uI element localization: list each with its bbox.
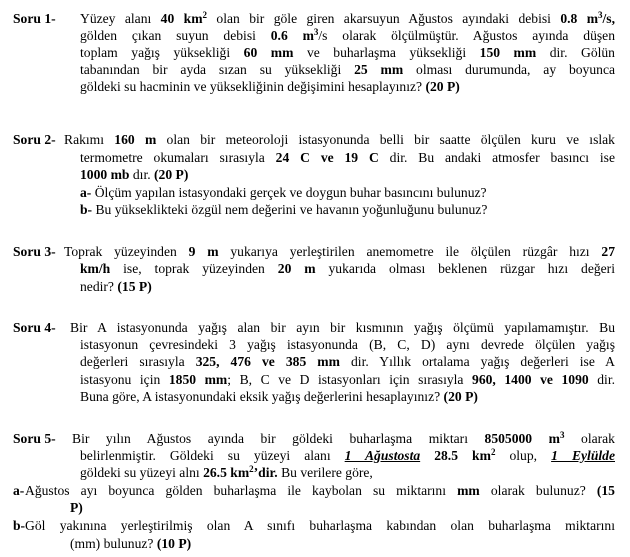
- question-1-line-4: tabanından bir ayda sızan su yüksekliği 25 mm olması durumunda, ay boyunca: [80, 62, 616, 77]
- question-1-line-2: gölden çıkan suyun debisi 0.6 $m^3/s$ olarak ölçülmüştür. Ağustos ayında düşen: [80, 27, 615, 43]
- question-1-line-3: toplam yağış yüksekliği 60 mm ve buharlaşma yüksekliği 150 mm dir. Gölün: [80, 45, 615, 60]
- question-4-line-2: istasyonun çevresindeki 3 yağış istasyonunda (B, C, D) aynı devrede ölçülen yağış: [80, 337, 615, 352]
- question-2-line-1: Rakımı 160 m olan bir meteoroloji istasyonunda belli bir saatte ölçülen kuru ve ıslak: [64, 132, 615, 147]
- question-5-label: Soru 5-: [13, 431, 56, 446]
- question-2-item-a: a- Ölçüm yapılan istasyondaki gerçek ve doygun buhar basıncını bulunuz?: [80, 185, 487, 200]
- question-5-item-b-line-1: Göl yakınına yerleştirilmiş olan A sınıfı buharlaşma kabından olan buharlaşma miktarını: [25, 518, 615, 533]
- question-5-item-a-line-2: P): [70, 500, 83, 515]
- question-5-item-b-label: b-: [13, 518, 26, 533]
- question-2-label: Soru 2-: [13, 132, 56, 147]
- question-5-line-2: belirlenmiştir. Göldeki su yüzeyi alanı 1 Ağustosta 28.5 $km^2$ olup, 1 Eylülde: [80, 447, 615, 463]
- question-5-line-3: göldeki su yüzeyi alnı 26.5 $km^2’dir$. Bu verilere göre,: [80, 464, 373, 480]
- question-5-item-a-line-1: Ağustos ayı boyunca gölden buharlaşma ile kaybolan su miktarını mm olarak bulunuz? (15: [25, 483, 615, 498]
- question-5-item-a-label: a-: [13, 483, 25, 498]
- question-4-line-4: istasyonu için 1850 mm; B, C ve D istasyonları için sırasıyla 960, 1400 ve 1090 dir.: [80, 372, 615, 387]
- question-5-line-1: Bir yılın Ağustos ayında bir göldeki buharlaşma miktarı 8505000 $m^3$ olarak: [72, 430, 615, 446]
- question-3-line-1: Toprak yüzeyinden 9 m yukarıya yerleştirilen anemometre ile ölçülen rüzgâr hızı 27: [64, 244, 615, 259]
- question-2-item-b: b- Bu yükseklikteki özgül nem değerini ve havanın yoğunluğunu bulunuz?: [80, 202, 488, 217]
- question-1-line-1: Yüzey alanı 40 $km^2$ olan bir göle giren akarsuyun Ağustos ayındaki debisi 0.8 $m^3/s$,: [80, 10, 615, 26]
- question-4-line-3: değerleri sırasıyla 325, 476 ve 385 mm dir. Yıllık ortalama yağış değerleri ise A: [80, 354, 615, 369]
- question-5-item-b-line-2: (mm) bulunuz? (10 P): [70, 536, 192, 551]
- question-2-line-3: 1000 mb dır. (20 P): [80, 167, 189, 182]
- question-3-line-3: nedir? (15 P): [80, 279, 152, 294]
- question-4-label: Soru 4-: [13, 320, 56, 335]
- question-4-line-1: Bir A istasyonunda yağış alan bir ayın bir kısmının yağış ölçümü yapılamamıştır. Bu: [70, 320, 615, 335]
- question-3-label: Soru 3-: [13, 244, 56, 259]
- question-4-line-5: Buna göre, A istasyonundaki eksik yağış değerlerini hesaplayınız? (20 P): [80, 389, 478, 404]
- question-2-line-2: termometre okumaları sırasıyla 24 C ve 19 C dir. Bu andaki atmosfer basıncı ise: [80, 150, 616, 165]
- question-1-label: Soru 1-: [13, 11, 56, 26]
- question-3-line-2: km/h ise, toprak yüzeyinden 20 m yukarıda olması beklenen rüzgar hızı değeri: [80, 261, 615, 276]
- question-1-line-5: göldeki su hacminin ve yüksekliğinin değişimini hesaplayınız? (20 P): [80, 79, 460, 94]
